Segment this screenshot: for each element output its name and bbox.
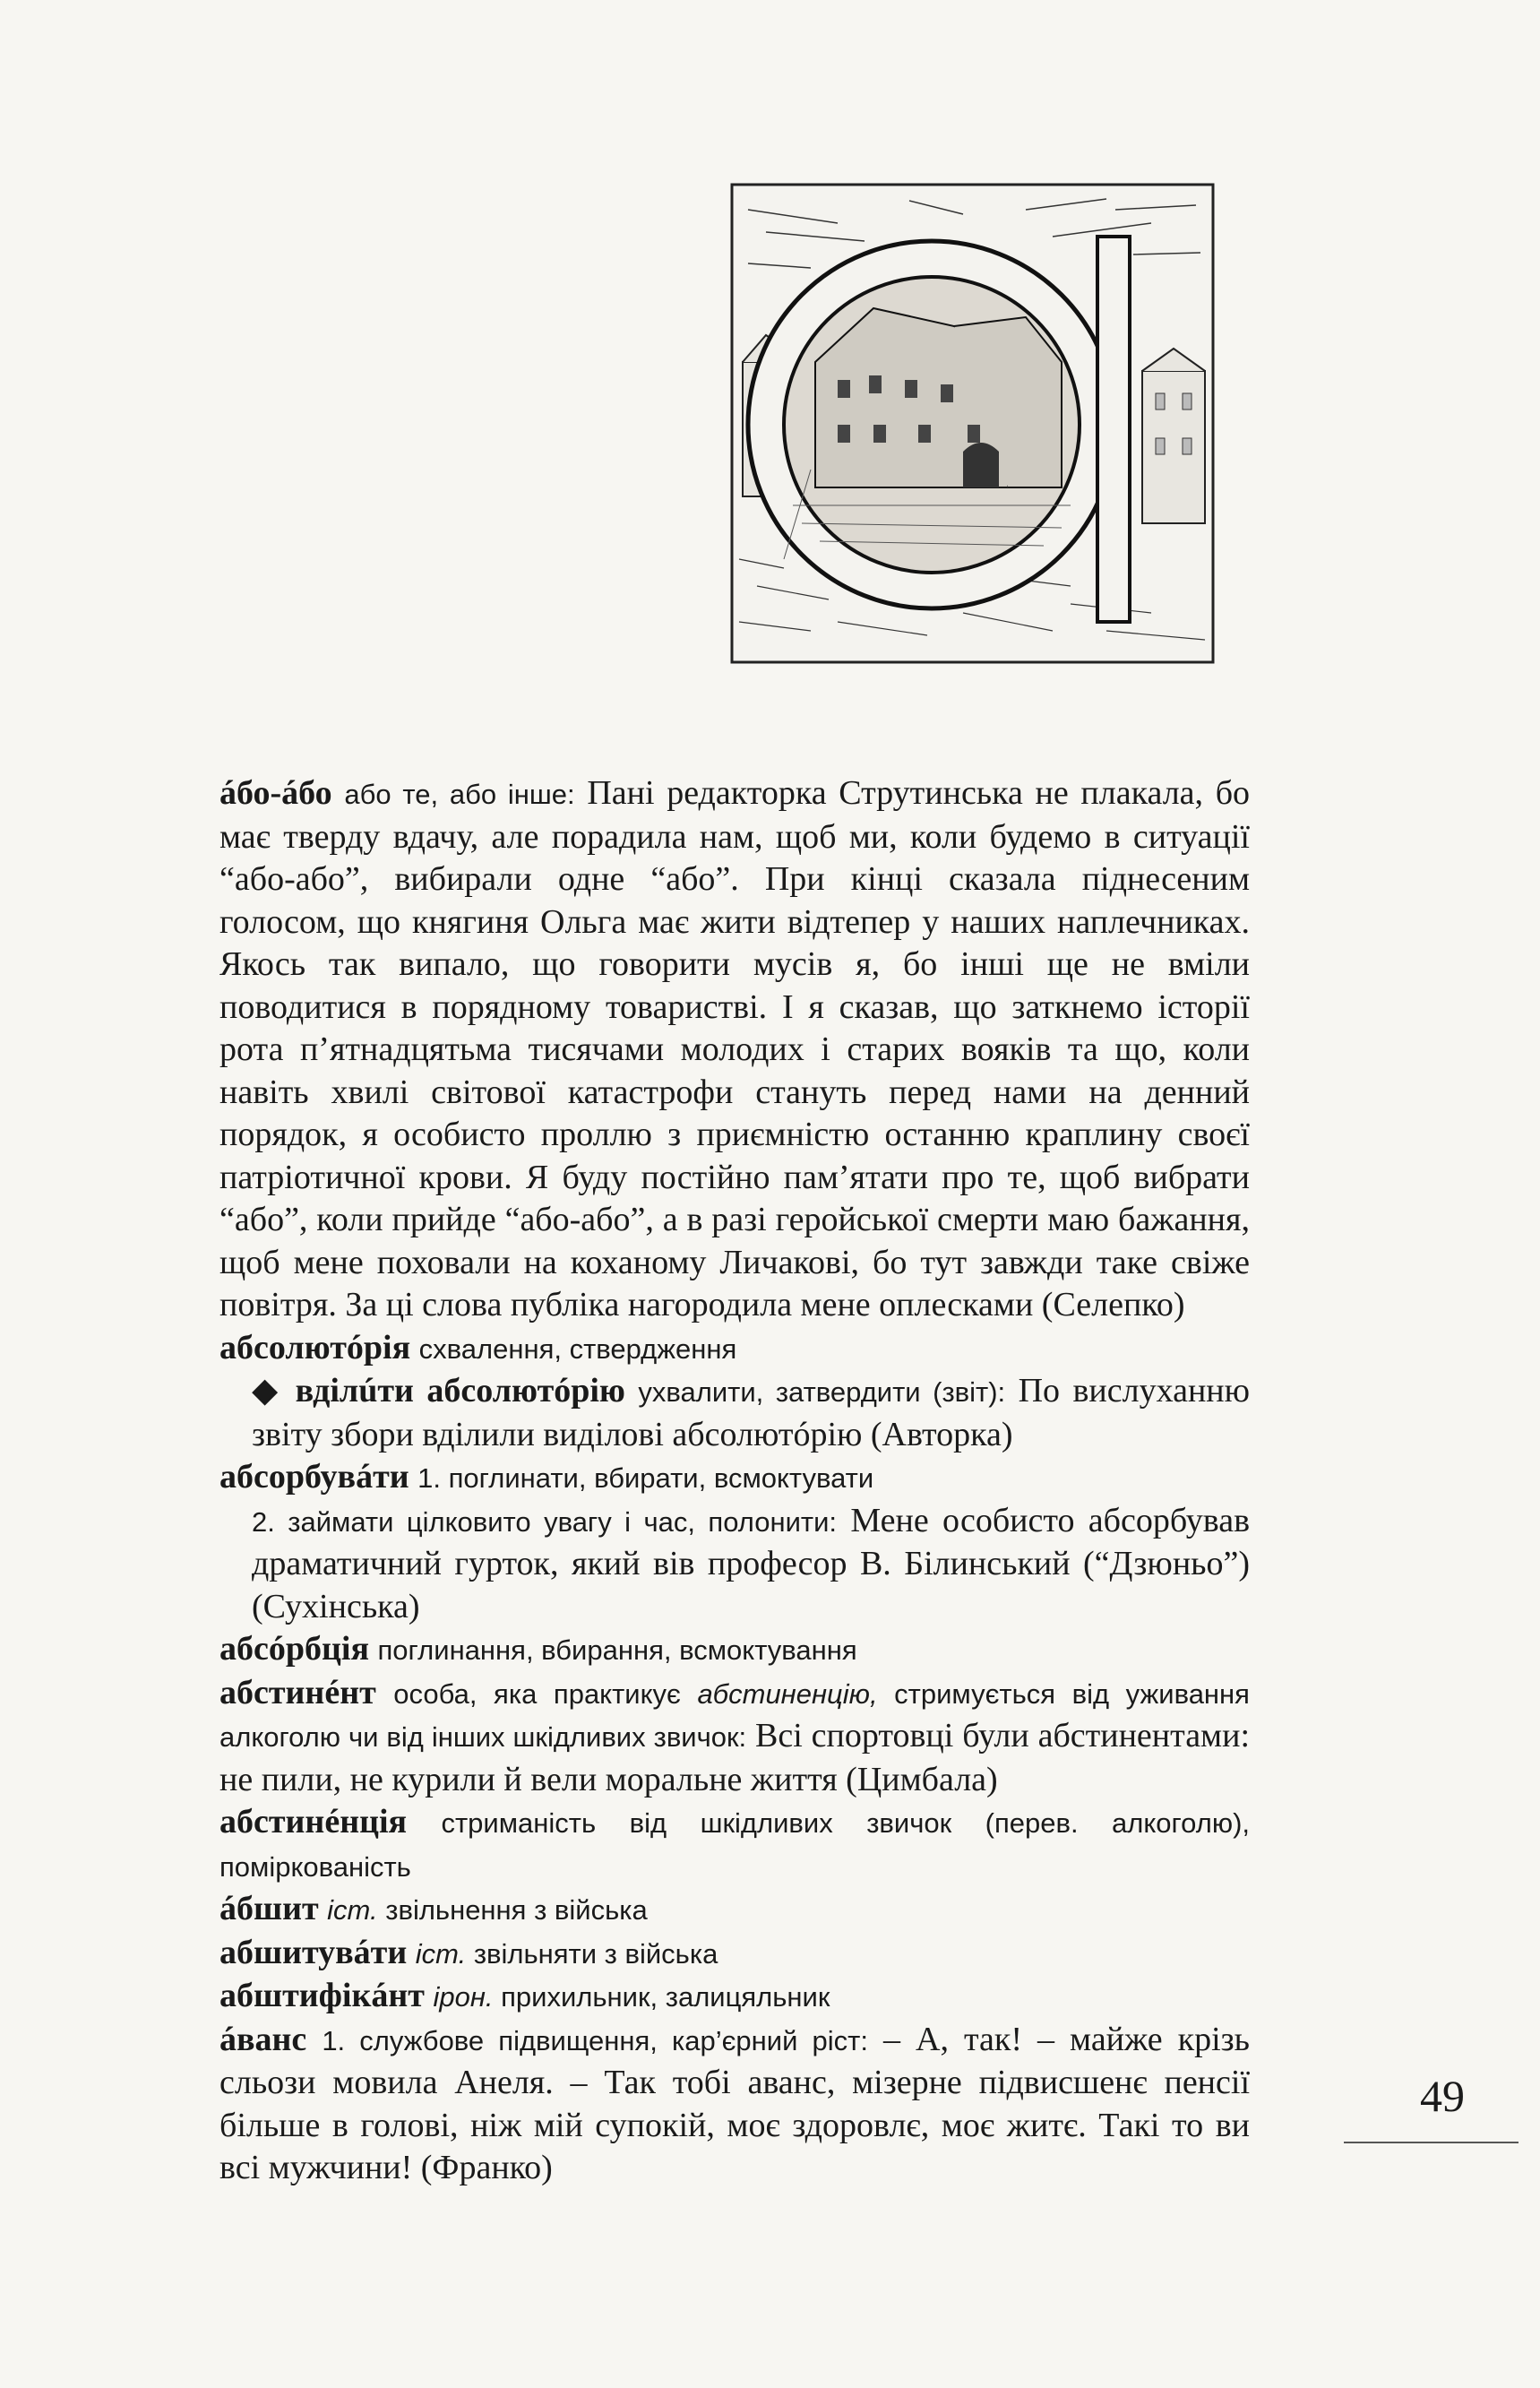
gloss: іст. звільняти з війська [415, 1937, 718, 1970]
headword: áбо-áбо [219, 774, 332, 812]
gloss: ухвалити, затвердити (звіт): [638, 1376, 1006, 1408]
quote: – А, так! – майже крізь сльози мовила Анеля. – Так тобі аванс, мізерне підвисшенє пенсії більше в голові, ніж мій супокій, моє здоровлє, моє житє. Такі то ви всі мужчини! (Франко) [219, 2020, 1251, 2186]
headword: абсолютóрія [219, 1328, 411, 1366]
gloss: поглинання, вбирання, всмоктування [377, 1634, 857, 1666]
headword: абстинéнція [219, 1803, 408, 1841]
gloss: ірон. прихильник, залицяльник [433, 1981, 830, 2013]
gloss: іст. звільнення з війська [327, 1894, 648, 1926]
gloss: особа, яка практикує абстиненцію, стримується від уживання алкоголю чи від інших шкідливих звичок: [219, 1677, 1250, 1753]
dictionary-entries [219, 772, 1250, 2190]
entry-avans [219, 2019, 1250, 2190]
page-number-rule [1344, 2142, 1518, 2143]
entry-abshytuvaty [219, 1932, 1250, 1976]
letter-a-engraving [730, 183, 1215, 664]
quote: Пані редакторка Струтинська не плакала, бо має тверду вдачу, але порадила нам, щоб ми, коли будемо в ситуації “або-або”, вибирали одне “або”. При кінці сказала піднесеним голосом, що княгиня Ольга має жити відтепер у наших наплечниках. Якось так випало, що говорити мусів я, бо інші ще не вміли поводитися в порядному товаристві. І я сказав, що заткнемо історії рота п’ятнадцятьма тисячами молодих і старих вояків та що, коли навіть хвилі світової катастрофи стануть перед нами на денний порядок, я особисто проллю з приємністю останню краплину своєї патріотичної крови. Я буду постійно пам’ятати про те, щоб вибрати “або”, коли прийде “або-або”, а в разі геройської смерти маю бажання, щоб мене поховали на коханому Личакові, бо тут завжди таке свіже повітря. За ці слова публіка нагородила мене оплесками (Селепко) [219, 774, 1251, 1323]
page-number: 49 [1420, 2071, 1465, 2121]
entry-absorbuvaty [219, 1456, 1250, 1500]
entry-absorbuvaty-sense-2 [219, 1500, 1250, 1629]
entry-vdilyty-absolyutoriiu [219, 1370, 1250, 1456]
entry-absolyutoriia [219, 1327, 1250, 1371]
gloss: або те, або інше: [344, 779, 575, 810]
entry-abstynent [219, 1672, 1250, 1802]
entry-abstynentsiia [219, 1801, 1250, 1888]
headword: ◆ вділúти абсолютóрію [252, 1372, 625, 1410]
headword: абстинéнт [219, 1673, 376, 1711]
headword: áбшит [219, 1890, 319, 1927]
quote: По вислуханню звіту збори вділили виділові абсолютóрію (Авторка) [252, 1372, 1251, 1453]
gloss: схвалення, ствердження [418, 1332, 737, 1365]
gloss: 1. поглинати, вбирати, всмоктувати [417, 1462, 874, 1494]
headword: áванс [219, 2020, 307, 2058]
headword: абсóрбція [219, 1630, 370, 1668]
entry-abshtyfikant [219, 1975, 1250, 2019]
gloss: 2. займати цілковито увагу і час, полонити: [252, 1505, 838, 1538]
gloss: стриманість від шкідливих звичок (перев. алкоголю), поміркованість [219, 1807, 1251, 1883]
entry-absorbtsiia [219, 1628, 1250, 1672]
headword: абштифікáнт [219, 1977, 425, 2014]
entry-abshyt [219, 1888, 1250, 1932]
headword: абсорбувáти [219, 1458, 409, 1496]
quote: Мене особисто абсорбував драматичний гурток, який вів професор В. Білинський (“Дзюньо”) (Сухінська) [252, 1501, 1251, 1625]
quote: Всі спортовці були абстинентами: не пили, не курили й вели моральне життя (Цимбала) [219, 1717, 1250, 1798]
headword: абшитувáти [219, 1933, 408, 1971]
entry-abo-abo [219, 772, 1250, 1327]
gloss: 1. службове підвищення, кар’єрний ріст: [322, 2024, 868, 2056]
